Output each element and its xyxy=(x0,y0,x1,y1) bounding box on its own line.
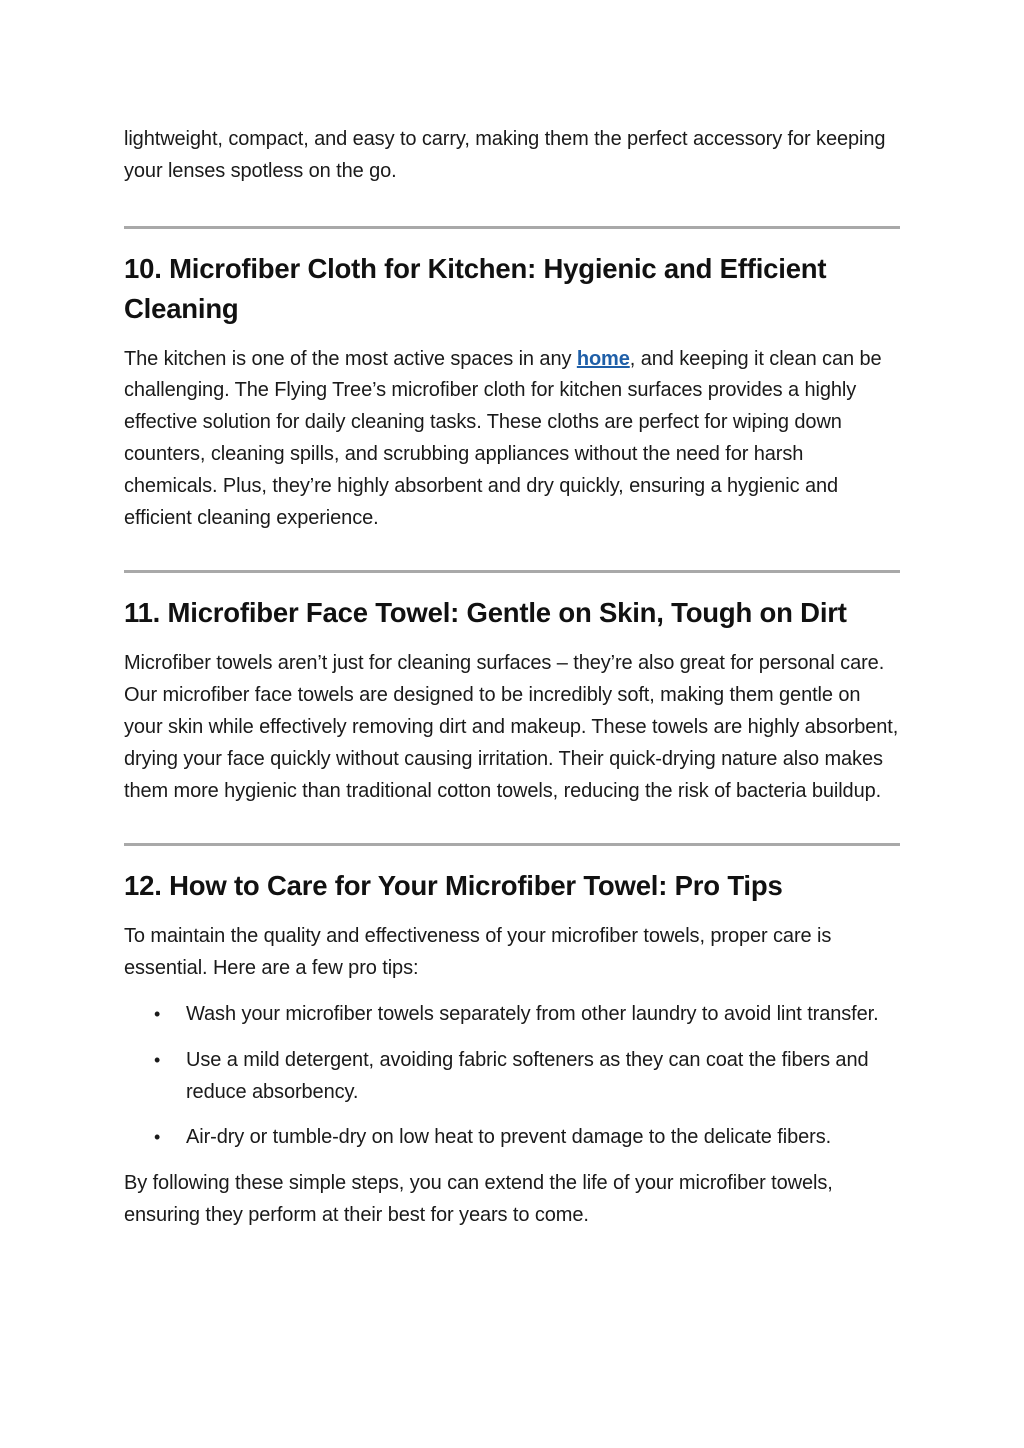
section-divider xyxy=(124,843,900,846)
kitchen-cloth-paragraph xyxy=(124,344,900,535)
list-item xyxy=(124,999,900,1031)
intro-paragraph: lightweight, compact, and easy to carry, making them the perfect accessory for keeping your lenses spotless on the go. xyxy=(124,128,886,182)
tip-text: Wash your microfiber towels separately from other laundry to avoid lint transfer. xyxy=(186,1002,879,1025)
document-page xyxy=(124,124,900,1232)
section-heading-face-towel: 11. Microfiber Face Towel: Gentle on Skin, Tough on Dirt xyxy=(124,597,847,629)
care-tips-paragraph: To maintain the quality and effectiveness of your microfiber towels, proper care is essential. Here are a few pro tips: xyxy=(124,925,832,980)
tip-text: Air-dry or tumble-dry on low heat to prevent damage to the delicate fibers. xyxy=(186,1126,832,1149)
home-link[interactable]: home xyxy=(576,347,630,370)
care-tips-list xyxy=(124,999,900,1154)
bullet-icon: • xyxy=(154,1003,161,1024)
section-divider xyxy=(124,226,900,229)
tip-text: Use a mild detergent, avoiding fabric softeners as they can coat the fibers and reduce absorbency. xyxy=(186,1048,869,1103)
bullet-icon: • xyxy=(154,1127,161,1148)
kitchen-paragraph-end: , and keeping it clean can be challenging. The Flying Tree’s microfiber cloth for kitchen surfaces provides a highly effective solution for daily cleaning tasks. These cloths are perfect for wiping down counters, cleaning spills, and scrubbing appliances without the need for harsh chemicals. Plus, they’re highly absorbent and dry quickly, ensuring a hygienic and efficient cleaning experience. xyxy=(124,347,882,529)
bullet-icon: • xyxy=(154,1049,161,1070)
section-divider xyxy=(124,570,900,573)
list-item xyxy=(124,1122,900,1154)
face-towel-paragraph: Microfiber towels aren’t just for cleaning surfaces – they’re also great for personal care. Our microfiber face towels are designed to be incredibly soft, making them gentle on your skin while effectively removing dirt and makeup. These towels are highly absorbent, drying your face quickly without causing irritation. Their quick-drying nature also makes them more hygienic than traditional cotton towels, reducing the risk of bacteria buildup. xyxy=(124,652,899,802)
list-item xyxy=(124,1045,900,1109)
care-tips-closing-paragraph: By following these simple steps, you can extend the life of your microfiber towels, ensuring they perform at their best for years to come. xyxy=(124,1172,833,1226)
section-heading-care-tips: 12. How to Care for Your Microfiber Towel: Pro Tips xyxy=(124,870,783,902)
kitchen-paragraph-start: The kitchen is one of the most active spaces in any xyxy=(124,347,577,370)
section-heading-kitchen-cloth: 10. Microfiber Cloth for Kitchen: Hygienic and Efficient Cleaning xyxy=(124,252,827,324)
